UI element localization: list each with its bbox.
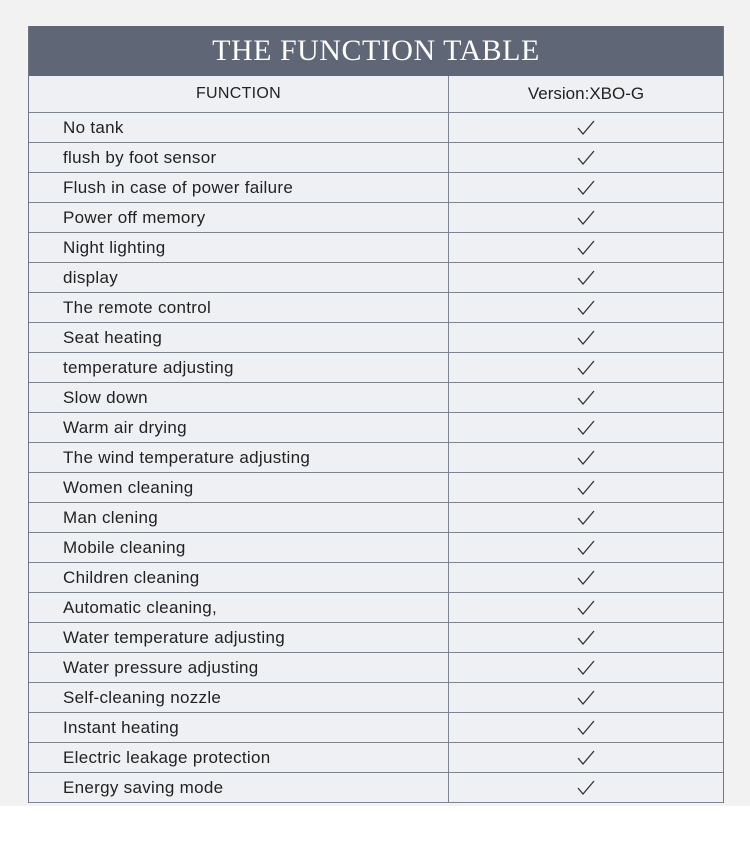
checkmark-icon xyxy=(577,510,595,526)
version-cell xyxy=(449,383,723,412)
version-cell xyxy=(449,653,723,682)
version-cell xyxy=(449,353,723,382)
bottom-band xyxy=(0,806,750,843)
checkmark-icon xyxy=(577,660,595,676)
function-label: No tank xyxy=(29,113,449,142)
version-cell xyxy=(449,593,723,622)
version-cell xyxy=(449,143,723,172)
checkmark-icon xyxy=(577,780,595,796)
table-row xyxy=(29,443,723,473)
table-row xyxy=(29,713,723,743)
table-row xyxy=(29,653,723,683)
checkmark-icon xyxy=(577,600,595,616)
function-label: Seat heating xyxy=(29,323,449,352)
checkmark-icon xyxy=(577,540,595,556)
checkmark-icon xyxy=(577,450,595,466)
version-cell xyxy=(449,203,723,232)
version-cell xyxy=(449,443,723,472)
table-row xyxy=(29,323,723,353)
table-row xyxy=(29,263,723,293)
function-label: Water temperature adjusting xyxy=(29,623,449,652)
table-row xyxy=(29,353,723,383)
table-row xyxy=(29,623,723,653)
table-row xyxy=(29,593,723,623)
version-cell xyxy=(449,173,723,202)
function-label: Flush in case of power failure xyxy=(29,173,449,202)
version-cell xyxy=(449,473,723,502)
function-label: flush by foot sensor xyxy=(29,143,449,172)
function-label: Women cleaning xyxy=(29,473,449,502)
checkmark-icon xyxy=(577,480,595,496)
table-row xyxy=(29,203,723,233)
version-cell xyxy=(449,113,723,142)
checkmark-icon xyxy=(577,300,595,316)
checkmark-icon xyxy=(577,210,595,226)
function-label: Electric leakage protection xyxy=(29,743,449,772)
checkmark-icon xyxy=(577,420,595,436)
function-label: Water pressure adjusting xyxy=(29,653,449,682)
checkmark-icon xyxy=(577,270,595,286)
table-row xyxy=(29,413,723,443)
table-row xyxy=(29,113,723,143)
checkmark-icon xyxy=(577,570,595,586)
checkmark-icon xyxy=(577,750,595,766)
function-label: Power off memory xyxy=(29,203,449,232)
table-row xyxy=(29,503,723,533)
checkmark-icon xyxy=(577,120,595,136)
table-row xyxy=(29,533,723,563)
function-label: Instant heating xyxy=(29,713,449,742)
function-label: Automatic cleaning, xyxy=(29,593,449,622)
checkmark-icon xyxy=(577,690,595,706)
version-cell xyxy=(449,563,723,592)
table-row xyxy=(29,383,723,413)
table-header-row xyxy=(29,76,723,113)
function-label: Self-cleaning nozzle xyxy=(29,683,449,712)
version-cell xyxy=(449,263,723,292)
version-cell xyxy=(449,233,723,262)
function-label: Warm air drying xyxy=(29,413,449,442)
table-body xyxy=(29,113,723,803)
table-row xyxy=(29,683,723,713)
version-cell xyxy=(449,323,723,352)
function-label: The remote control xyxy=(29,293,449,322)
checkmark-icon xyxy=(577,360,595,376)
checkmark-icon xyxy=(577,240,595,256)
header-version: Version:XBO-G xyxy=(527,84,645,103)
checkmark-icon xyxy=(577,330,595,346)
function-label: Man clening xyxy=(29,503,449,532)
table-row xyxy=(29,233,723,263)
function-label: Slow down xyxy=(29,383,449,412)
function-label: Children cleaning xyxy=(29,563,449,592)
table-row xyxy=(29,773,723,803)
function-label: Energy saving mode xyxy=(29,773,449,802)
checkmark-icon xyxy=(577,390,595,406)
function-table xyxy=(28,26,724,803)
version-cell xyxy=(449,683,723,712)
version-cell xyxy=(449,413,723,442)
function-label: The wind temperature adjusting xyxy=(29,443,449,472)
checkmark-icon xyxy=(577,150,595,166)
version-cell xyxy=(449,743,723,772)
version-cell xyxy=(449,623,723,652)
table-row xyxy=(29,563,723,593)
table-row xyxy=(29,173,723,203)
function-label: display xyxy=(29,263,449,292)
function-label: temperature adjusting xyxy=(29,353,449,382)
table-row xyxy=(29,743,723,773)
header-function: FUNCTION xyxy=(29,76,449,112)
checkmark-icon xyxy=(577,180,595,196)
table-row xyxy=(29,293,723,323)
table-title: THE FUNCTION TABLE xyxy=(29,26,723,76)
function-label: Mobile cleaning xyxy=(29,533,449,562)
checkmark-icon xyxy=(577,630,595,646)
table-row xyxy=(29,143,723,173)
version-cell xyxy=(449,503,723,532)
version-cell xyxy=(449,713,723,742)
version-cell xyxy=(449,293,723,322)
table-row xyxy=(29,473,723,503)
version-cell xyxy=(449,773,723,802)
version-cell xyxy=(449,533,723,562)
function-label: Night lighting xyxy=(29,233,449,262)
checkmark-icon xyxy=(577,720,595,736)
